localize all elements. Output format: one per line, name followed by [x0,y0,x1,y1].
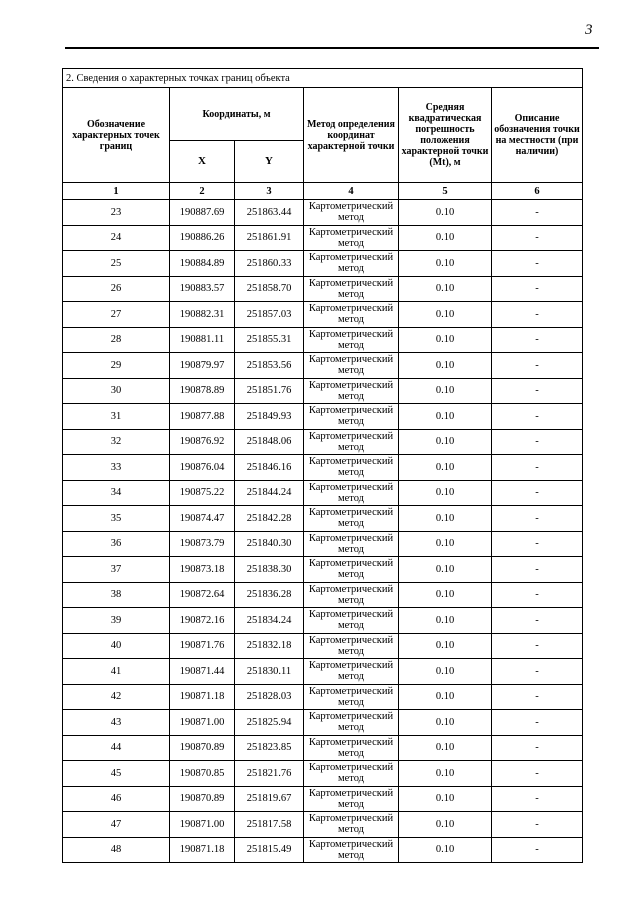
point-id-cell: 41 [63,659,170,685]
x-coordinate-cell: 190871.18 [170,684,235,710]
error-cell: 0.10 [399,353,492,379]
point-id-cell: 25 [63,251,170,277]
method-cell [304,710,399,736]
method-line-2: метод [337,798,365,810]
method-line-1: Картометрический [308,736,394,748]
error-cell: 0.10 [399,276,492,302]
method-cell [304,429,399,455]
point-id-cell: 26 [63,276,170,302]
x-coordinate-cell: 190876.92 [170,429,235,455]
table-row [63,659,583,685]
x-coordinate-cell: 190873.79 [170,531,235,557]
table-row [63,633,583,659]
method-line-2: метод [337,722,365,734]
table-row [63,531,583,557]
header-description: Описание обозначения точки на местности (при наличии) [492,88,583,183]
table-row [63,582,583,608]
y-coordinate-cell: 251861.91 [235,225,304,251]
x-coordinate-cell: 190872.64 [170,582,235,608]
method-cell [304,480,399,506]
table-row [63,378,583,404]
column-number: 3 [235,183,304,200]
column-number: 5 [399,183,492,200]
x-coordinate-cell: 190872.16 [170,608,235,634]
method-line-2: метод [337,773,365,785]
method-line-1: Картометрический [308,558,394,570]
point-id-cell: 28 [63,327,170,353]
error-cell: 0.10 [399,480,492,506]
method-line-1: Картометрический [308,201,394,213]
method-cell [304,404,399,430]
y-coordinate-cell: 251817.58 [235,812,304,838]
x-coordinate-cell: 190871.18 [170,837,235,863]
method-line-2: метод [337,314,365,326]
description-cell: - [492,608,583,634]
method-line-2: метод [337,339,365,351]
method-cell [304,302,399,328]
column-number-row [63,183,583,200]
point-id-cell: 37 [63,557,170,583]
point-id-cell: 46 [63,786,170,812]
description-cell: - [492,761,583,787]
method-line-2: метод [337,263,365,275]
method-line-1: Картометрический [308,609,394,621]
method-line-1: Картометрический [308,481,394,493]
method-cell [304,276,399,302]
x-coordinate-cell: 190873.18 [170,557,235,583]
table-row [63,761,583,787]
error-cell: 0.10 [399,710,492,736]
method-cell [304,251,399,277]
method-line-1: Картометрический [308,685,394,697]
x-coordinate-cell: 190878.89 [170,378,235,404]
x-coordinate-cell: 190870.89 [170,786,235,812]
x-coordinate-cell: 190887.69 [170,200,235,226]
description-cell: - [492,710,583,736]
column-number: 6 [492,183,583,200]
point-id-cell: 32 [63,429,170,455]
description-cell: - [492,506,583,532]
error-cell: 0.10 [399,786,492,812]
description-cell: - [492,353,583,379]
method-cell [304,735,399,761]
method-line-1: Картометрический [308,405,394,417]
y-coordinate-cell: 251853.56 [235,353,304,379]
error-cell: 0.10 [399,837,492,863]
description-cell: - [492,480,583,506]
table-row [63,480,583,506]
y-coordinate-cell: 251842.28 [235,506,304,532]
method-cell [304,531,399,557]
method-line-1: Картометрический [308,328,394,340]
section-title: 2. Сведения о характерных точках границ объекта [63,69,583,88]
y-coordinate-cell: 251823.85 [235,735,304,761]
method-line-1: Картометрический [308,277,394,289]
table-row [63,353,583,379]
description-cell: - [492,429,583,455]
description-cell: - [492,659,583,685]
y-coordinate-cell: 251851.76 [235,378,304,404]
method-cell [304,812,399,838]
error-cell: 0.10 [399,557,492,583]
method-line-1: Картометрический [308,354,394,366]
description-cell: - [492,786,583,812]
table-row [63,557,583,583]
x-coordinate-cell: 190876.04 [170,455,235,481]
description-cell: - [492,276,583,302]
method-line-1: Картометрический [308,711,394,723]
y-coordinate-cell: 251857.03 [235,302,304,328]
method-line-2: метод [337,824,365,836]
method-line-2: метод [337,390,365,402]
error-cell: 0.10 [399,251,492,277]
method-cell [304,659,399,685]
method-cell [304,582,399,608]
y-coordinate-cell: 251819.67 [235,786,304,812]
y-coordinate-cell: 251860.33 [235,251,304,277]
method-line-2: метод [337,849,365,861]
column-number: 2 [170,183,235,200]
y-coordinate-cell: 251828.03 [235,684,304,710]
y-coordinate-cell: 251825.94 [235,710,304,736]
error-cell: 0.10 [399,404,492,430]
y-coordinate-cell: 251858.70 [235,276,304,302]
error-cell: 0.10 [399,455,492,481]
point-id-cell: 35 [63,506,170,532]
point-id-cell: 42 [63,684,170,710]
y-coordinate-cell: 251838.30 [235,557,304,583]
x-coordinate-cell: 190886.26 [170,225,235,251]
error-cell: 0.10 [399,761,492,787]
description-cell: - [492,812,583,838]
error-cell: 0.10 [399,302,492,328]
table-row [63,837,583,863]
table-row [63,404,583,430]
method-line-1: Картометрический [308,762,394,774]
method-line-2: метод [337,747,365,759]
method-cell [304,633,399,659]
header-coordinates: Координаты, м [170,88,304,141]
method-line-2: метод [337,212,365,224]
y-coordinate-cell: 251848.06 [235,429,304,455]
column-number: 1 [63,183,170,200]
description-cell: - [492,225,583,251]
error-cell: 0.10 [399,225,492,251]
error-cell: 0.10 [399,735,492,761]
method-line-1: Картометрический [308,252,394,264]
method-cell [304,506,399,532]
y-coordinate-cell: 251834.24 [235,608,304,634]
method-line-2: метод [337,696,365,708]
method-line-1: Картометрический [308,838,394,850]
point-id-cell: 43 [63,710,170,736]
error-cell: 0.10 [399,327,492,353]
method-line-1: Картометрический [308,583,394,595]
point-id-cell: 44 [63,735,170,761]
y-coordinate-cell: 251855.31 [235,327,304,353]
method-line-1: Картометрический [308,456,394,468]
error-cell: 0.10 [399,506,492,532]
description-cell: - [492,633,583,659]
method-line-1: Картометрический [308,430,394,442]
description-cell: - [492,378,583,404]
y-coordinate-cell: 251830.11 [235,659,304,685]
description-cell: - [492,735,583,761]
error-cell: 0.10 [399,200,492,226]
table-row [63,455,583,481]
point-id-cell: 23 [63,200,170,226]
table-row [63,786,583,812]
table-row [63,735,583,761]
y-coordinate-cell: 251863.44 [235,200,304,226]
point-id-cell: 31 [63,404,170,430]
method-line-1: Картометрический [308,303,394,315]
y-coordinate-cell: 251832.18 [235,633,304,659]
y-coordinate-cell: 251815.49 [235,837,304,863]
table-row [63,812,583,838]
x-coordinate-cell: 190881.11 [170,327,235,353]
method-cell [304,327,399,353]
table-row [63,200,583,226]
top-rule [65,47,599,49]
method-line-1: Картометрический [308,634,394,646]
description-cell: - [492,200,583,226]
point-id-cell: 47 [63,812,170,838]
x-coordinate-cell: 190875.22 [170,480,235,506]
x-coordinate-cell: 190874.47 [170,506,235,532]
method-line-2: метод [337,620,365,632]
method-cell [304,200,399,226]
error-cell: 0.10 [399,684,492,710]
description-cell: - [492,404,583,430]
x-coordinate-cell: 190879.97 [170,353,235,379]
description-cell: - [492,531,583,557]
description-cell: - [492,455,583,481]
column-number: 4 [304,183,399,200]
point-id-cell: 38 [63,582,170,608]
description-cell: - [492,327,583,353]
point-id-cell: 48 [63,837,170,863]
table-row [63,251,583,277]
method-cell [304,455,399,481]
method-cell [304,608,399,634]
x-coordinate-cell: 190871.76 [170,633,235,659]
header-y: Y [235,141,304,183]
description-cell: - [492,302,583,328]
method-cell [304,786,399,812]
method-line-1: Картометрический [308,660,394,672]
method-line-2: метод [337,467,365,479]
error-cell: 0.10 [399,812,492,838]
table-row [63,506,583,532]
method-line-2: метод [337,365,365,377]
point-id-cell: 34 [63,480,170,506]
x-coordinate-cell: 190870.89 [170,735,235,761]
x-coordinate-cell: 190870.85 [170,761,235,787]
header-x: X [170,141,235,183]
point-id-cell: 29 [63,353,170,379]
method-line-2: метод [337,543,365,555]
method-line-1: Картометрический [308,507,394,519]
table-row [63,429,583,455]
method-line-1: Картометрический [308,532,394,544]
description-cell: - [492,582,583,608]
page-number: 3 [585,22,593,38]
description-cell: - [492,684,583,710]
x-coordinate-cell: 190883.57 [170,276,235,302]
method-line-2: метод [337,569,365,581]
method-cell [304,225,399,251]
point-id-cell: 24 [63,225,170,251]
method-line-1: Картометрический [308,813,394,825]
description-cell: - [492,557,583,583]
method-line-2: метод [337,645,365,657]
y-coordinate-cell: 251821.76 [235,761,304,787]
x-coordinate-cell: 190882.31 [170,302,235,328]
y-coordinate-cell: 251849.93 [235,404,304,430]
table-row [63,327,583,353]
point-id-cell: 40 [63,633,170,659]
table-body [63,200,583,863]
error-cell: 0.10 [399,633,492,659]
method-line-2: метод [337,288,365,300]
error-cell: 0.10 [399,531,492,557]
method-line-1: Картометрический [308,379,394,391]
method-line-2: метод [337,492,365,504]
x-coordinate-cell: 190871.00 [170,812,235,838]
method-cell [304,557,399,583]
method-line-1: Картометрический [308,787,394,799]
method-cell [304,837,399,863]
table-row [63,225,583,251]
point-id-cell: 36 [63,531,170,557]
header-point-designation: Обозначение характерных точек границ [63,88,170,183]
method-cell [304,761,399,787]
error-cell: 0.10 [399,429,492,455]
header-method: Метод определения координат характерной точки [304,88,399,183]
table-row [63,608,583,634]
point-id-cell: 45 [63,761,170,787]
table-row [63,302,583,328]
y-coordinate-cell: 251836.28 [235,582,304,608]
table-row [63,710,583,736]
method-line-2: метод [337,671,365,683]
method-line-2: метод [337,594,365,606]
x-coordinate-cell: 190884.89 [170,251,235,277]
method-cell [304,353,399,379]
method-line-2: метод [337,441,365,453]
y-coordinate-cell: 251840.30 [235,531,304,557]
error-cell: 0.10 [399,659,492,685]
y-coordinate-cell: 251846.16 [235,455,304,481]
point-id-cell: 30 [63,378,170,404]
error-cell: 0.10 [399,608,492,634]
error-cell: 0.10 [399,582,492,608]
method-line-2: метод [337,237,365,249]
point-id-cell: 39 [63,608,170,634]
description-cell: - [492,837,583,863]
point-id-cell: 33 [63,455,170,481]
boundary-points-table [62,68,583,863]
table-row [63,684,583,710]
method-cell [304,684,399,710]
table-row [63,276,583,302]
x-coordinate-cell: 190871.00 [170,710,235,736]
method-line-1: Картометрический [308,226,394,238]
error-cell: 0.10 [399,378,492,404]
method-cell [304,378,399,404]
x-coordinate-cell: 190877.88 [170,404,235,430]
method-line-2: метод [337,518,365,530]
description-cell: - [492,251,583,277]
header-error: Средняя квадратическая погрешность положения характерной точки (Mt), м [399,88,492,183]
method-line-2: метод [337,416,365,428]
x-coordinate-cell: 190871.44 [170,659,235,685]
y-coordinate-cell: 251844.24 [235,480,304,506]
point-id-cell: 27 [63,302,170,328]
